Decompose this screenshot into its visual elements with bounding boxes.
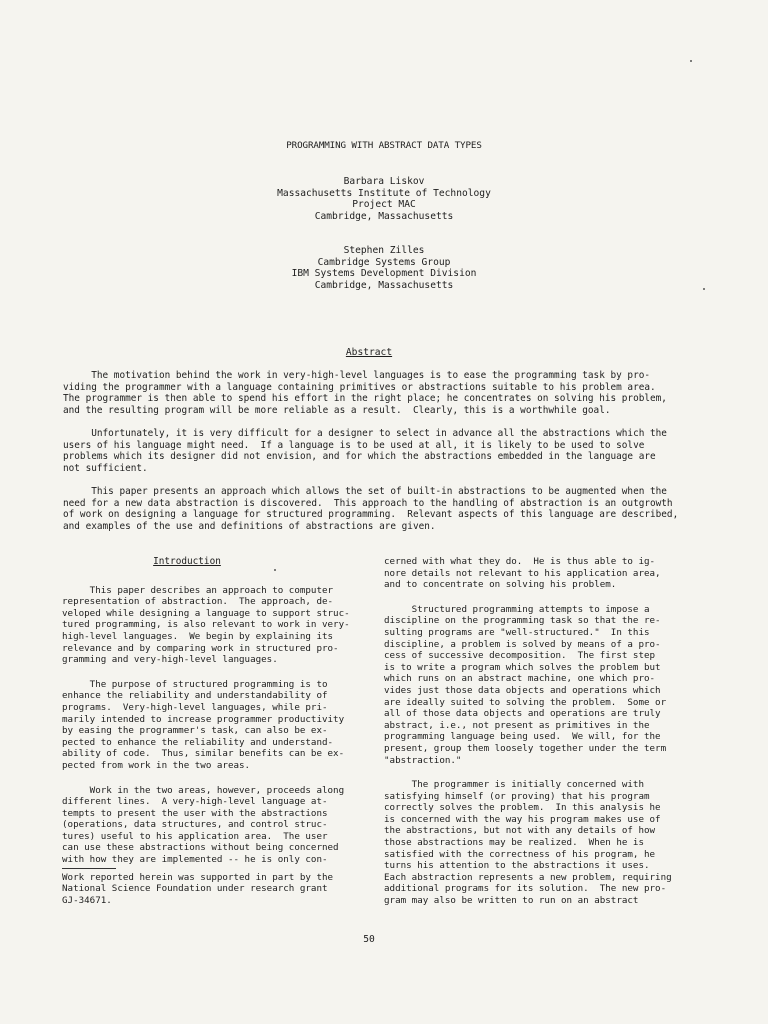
text-line: (operations, data structures, and control struc- bbox=[62, 819, 328, 831]
text-line: Work reported herein was supported in part by the bbox=[62, 871, 334, 883]
introduction-heading: Introduction bbox=[153, 556, 221, 567]
text-line: gramming and very-high-level languages. bbox=[62, 654, 278, 666]
text-line: additional programs for its solution. The new pro- bbox=[384, 883, 667, 895]
right-column bbox=[384, 556, 694, 920]
text-line: The programmer is then able to spend his effort in the right place; he concentrates on solving his problem, bbox=[63, 393, 667, 405]
text-line: vides just those data objects and operations which bbox=[384, 684, 661, 696]
body-paragraph bbox=[384, 556, 694, 591]
page-number: 50 bbox=[363, 934, 375, 945]
footnote-rule bbox=[62, 868, 116, 869]
text-line: discipline on the programming task so that the re- bbox=[384, 615, 661, 627]
author-location: Cambridge, Massachusetts bbox=[314, 210, 454, 222]
author-location: Cambridge, Massachusetts bbox=[314, 279, 454, 291]
author-name: Barbara Liskov bbox=[343, 176, 425, 187]
abstract-paragraph-3 bbox=[63, 486, 683, 532]
text-line: tured programming, is also relevant to work in very- bbox=[62, 619, 350, 631]
text-line: turns his attention to the abstractions it uses. bbox=[384, 860, 650, 872]
text-line: abstract, i.e., not present as primitives in the bbox=[384, 719, 650, 731]
text-line: programs. Very-high-level languages, while pri- bbox=[62, 701, 328, 713]
text-line: The purpose of structured programming is to bbox=[62, 678, 328, 690]
text-line: marily intended to increase programmer productivity bbox=[62, 713, 345, 725]
text-line: satisfied with the correctness of his program, he bbox=[384, 848, 656, 860]
text-line: representation of abstraction. The approach, de- bbox=[62, 596, 334, 608]
scan-speck bbox=[274, 569, 276, 571]
text-line: cerned with what they do. He is thus able to ig- bbox=[384, 556, 656, 567]
body-paragraph bbox=[384, 779, 694, 907]
text-line: satisfying himself (or proving) that his program bbox=[384, 790, 650, 802]
text-line: of work on designing a language for structured programming. Relevant aspects of this language are described, bbox=[63, 509, 679, 521]
text-line: National Science Foundation under research grant bbox=[62, 883, 328, 895]
scan-speck bbox=[690, 60, 692, 62]
text-line: by easing the programmer's task, can also be ex- bbox=[62, 725, 328, 737]
text-line: The programmer is initially concerned with bbox=[384, 779, 644, 791]
abstract-paragraph-1 bbox=[63, 370, 683, 416]
text-line: and the resulting program will be more reliable as a result. Clearly, this is a worthwhile goal. bbox=[63, 404, 611, 416]
text-line: Structured programming attempts to impose a bbox=[384, 603, 650, 615]
text-line: and to concentrate on solving his problem. bbox=[384, 579, 617, 591]
text-line: GJ-34671. bbox=[62, 894, 112, 906]
text-line: correctly solves the problem. In this analysis he bbox=[384, 802, 661, 814]
body-paragraph bbox=[384, 604, 694, 766]
author-affiliation: Massachusetts Institute of Technology bbox=[277, 187, 491, 199]
text-line: high-level languages. We begin by explaining its bbox=[62, 630, 334, 642]
text-line: all of those data objects and operations are truly bbox=[384, 708, 661, 720]
author-block-zilles bbox=[0, 245, 768, 291]
author-block-liskov bbox=[0, 176, 768, 222]
text-line: the abstractions, but not with any details of how bbox=[384, 825, 656, 837]
text-line: is concerned with the way his program makes use of bbox=[384, 813, 661, 825]
text-line: veloped while designing a language to support struc- bbox=[62, 607, 350, 619]
text-line: sulting programs are "well-structured." In this bbox=[384, 626, 650, 638]
footnote bbox=[62, 872, 372, 907]
text-line: Unfortunately, it is very difficult for a designer to select in advance all the abstractions which the bbox=[63, 428, 667, 439]
text-line: tempts to present the user with the abstractions bbox=[62, 807, 328, 819]
text-line: tures) useful to his application area. The user bbox=[62, 830, 328, 842]
body-paragraph bbox=[62, 785, 372, 866]
text-line: ability of code. Thus, similar benefits can be ex- bbox=[62, 748, 345, 760]
text-line: discipline, a problem is solved by means of a pro- bbox=[384, 638, 661, 650]
text-line: relevance and by comparing work in structured pro- bbox=[62, 642, 339, 654]
paper-title: PROGRAMMING WITH ABSTRACT DATA TYPES bbox=[286, 140, 482, 151]
abstract-heading: Abstract bbox=[345, 347, 393, 358]
text-line: problems which its designer did not envision, and for which the abstractions embedded in the language are bbox=[63, 451, 656, 463]
body-paragraph bbox=[62, 679, 372, 772]
text-line: those abstractions may be realized. When he is bbox=[384, 837, 644, 849]
text-line: nore details not relevant to his application area, bbox=[384, 567, 661, 579]
text-line: pected from work in the two areas. bbox=[62, 759, 251, 771]
text-line: Work in the two areas, however, proceeds along bbox=[62, 784, 345, 796]
text-line: which runs on an abstract machine, one which pro- bbox=[384, 673, 656, 685]
text-line: enhance the reliability and understandability of bbox=[62, 690, 328, 702]
text-line: with how they are implemented -- he is only con- bbox=[62, 854, 328, 866]
text-line: cess of successive decomposition. The first step bbox=[384, 650, 656, 662]
text-line: pected to enhance the reliability and understand- bbox=[62, 736, 334, 748]
author-affiliation: Cambridge Systems Group bbox=[317, 256, 451, 268]
body-paragraph bbox=[62, 585, 372, 666]
scan-speck bbox=[703, 288, 705, 290]
text-line: This paper describes an approach to computer bbox=[62, 584, 334, 596]
text-line: different lines. A very-high-level language at- bbox=[62, 796, 328, 808]
text-line: need for a new data abstraction is discovered. This approach to the handling of abstraction is an outgrowth bbox=[63, 497, 673, 509]
text-line: Each abstraction represents a new problem, requiring bbox=[384, 871, 672, 883]
text-line: programming language being used. We will, for the bbox=[384, 731, 661, 743]
text-line: is to write a program which solves the problem but bbox=[384, 661, 661, 673]
author-affiliation: IBM Systems Development Division bbox=[291, 268, 477, 279]
left-column bbox=[62, 556, 372, 906]
abstract-paragraph-2 bbox=[63, 428, 683, 474]
text-line: can use these abstractions without being concerned bbox=[62, 842, 339, 854]
author-name: Stephen Zilles bbox=[343, 245, 425, 256]
text-line: and examples of the use and definitions of abstractions are given. bbox=[63, 520, 436, 532]
text-line: users of his language might need. If a language is to be used at all, it is likely to be used to solve bbox=[63, 439, 645, 451]
text-line: "abstraction." bbox=[384, 754, 462, 766]
text-line: viding the programmer with a language containing primitives or abstractions suitable to his problem area. bbox=[63, 381, 656, 393]
text-line: not sufficient. bbox=[63, 462, 148, 474]
text-line: gram may also be written to run on an abstract bbox=[384, 895, 639, 907]
text-line: are ideally suited to solving the problem. Some or bbox=[384, 696, 667, 708]
text-line: present, group them loosely together under the term bbox=[384, 742, 667, 754]
text-line: The motivation behind the work in very-high-level languages is to ease the programming task by pro- bbox=[63, 370, 650, 381]
author-affiliation: Project MAC bbox=[352, 199, 416, 210]
text-line: This paper presents an approach which allows the set of built-in abstractions to be augmented when the bbox=[63, 486, 667, 497]
